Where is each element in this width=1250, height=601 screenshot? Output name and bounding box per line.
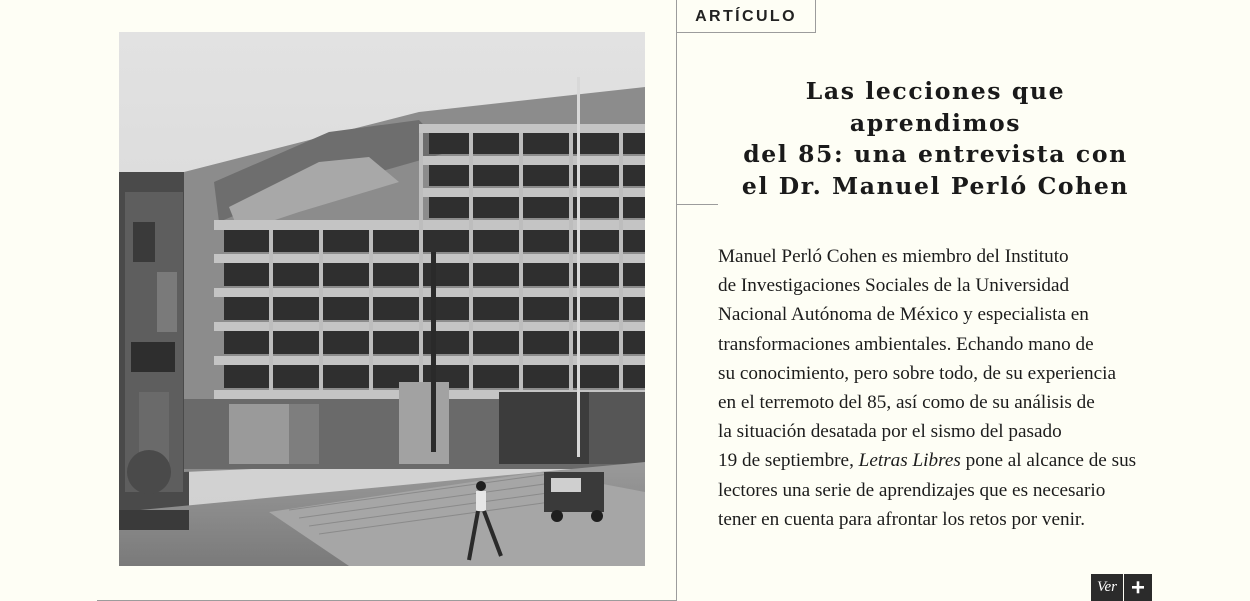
- article-category-tag: [676, 0, 816, 33]
- damaged-building-illustration: [119, 32, 645, 566]
- summary-line: en el terremoto del 85, así como de su análisis de: [718, 392, 1095, 414]
- summary-line: lectores una serie de aprendizajes que es necesario: [718, 479, 1106, 501]
- summary-line: su conocimiento, pero sobre todo, de su experiencia: [718, 362, 1117, 384]
- title-separator: [677, 204, 718, 205]
- article-photo: [119, 32, 645, 566]
- article-summary: [718, 242, 1158, 534]
- summary-line: transformaciones ambientales. Echando mano de: [718, 333, 1094, 355]
- summary-line: Nacional Autónoma de México y especialista en: [718, 304, 1089, 326]
- summary-line-part: 19 de septiembre,: [718, 450, 859, 472]
- plus-icon: [1124, 574, 1152, 601]
- article-title[interactable]: [718, 76, 1153, 202]
- title-line: el Dr. Manuel Perló Cohen: [741, 171, 1130, 200]
- title-line: Las lecciones que aprendimos: [805, 77, 1066, 137]
- column-divider: [676, 33, 677, 601]
- summary-line: la situación desatada por el sismo del pasado: [718, 421, 1062, 443]
- summary-line: tener en cuenta para afrontar los retos por venir.: [718, 508, 1086, 530]
- summary-line: Manuel Perló Cohen es miembro del Instituto: [718, 246, 1069, 267]
- category-label: ARTÍCULO: [695, 8, 797, 25]
- ver-button[interactable]: Ver: [1091, 574, 1123, 601]
- summary-line: de Investigaciones Sociales de la Universidad: [718, 275, 1070, 297]
- summary-line-part: pone al alcance de sus: [960, 450, 1137, 472]
- expand-button[interactable]: [1124, 574, 1152, 601]
- title-line: del 85: una entrevista con: [743, 140, 1128, 168]
- publication-name: Letras Libres: [858, 450, 961, 472]
